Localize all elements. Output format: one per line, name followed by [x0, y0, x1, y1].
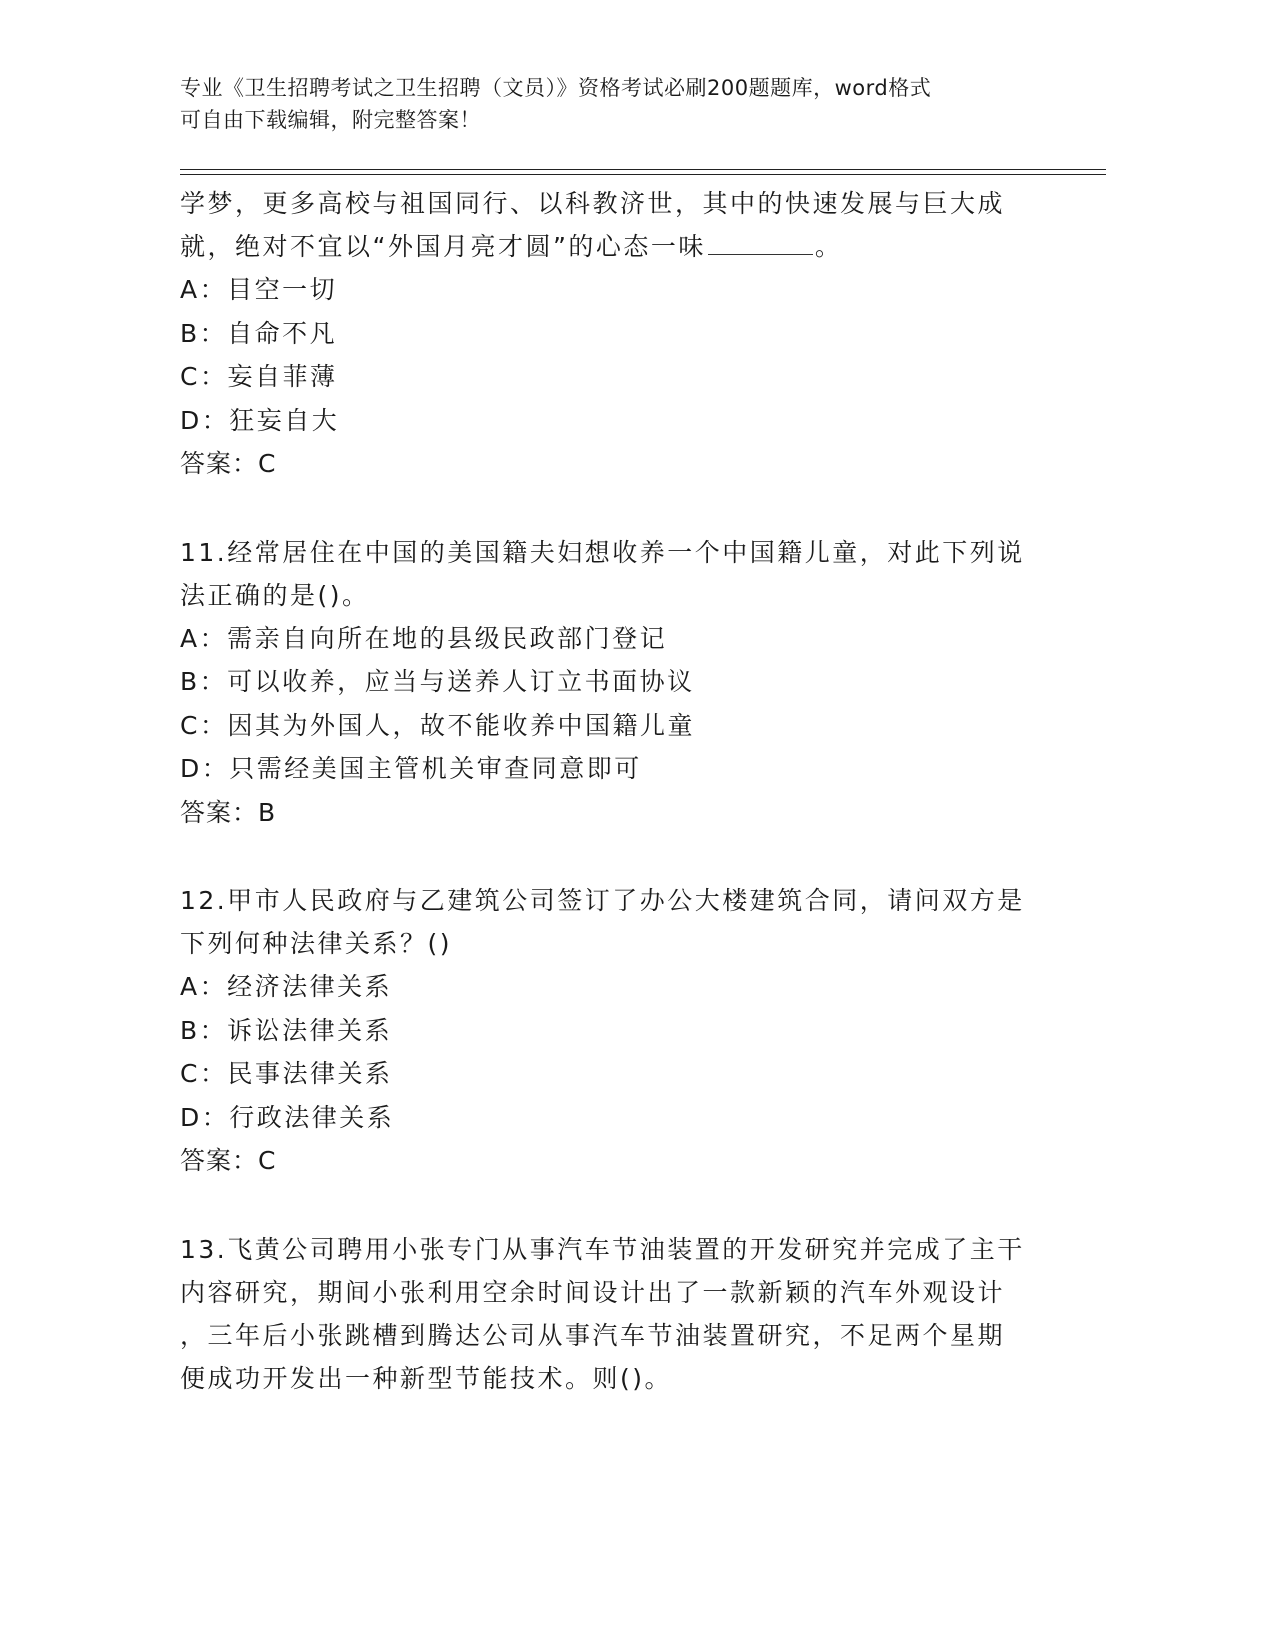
document-body [180, 182, 1040, 1400]
option-d: D：只需经美国主管机关审查同意即可 [180, 754, 642, 783]
question-stem-line: 便成功开发出一种新型节能技术。则()。 [180, 1363, 673, 1393]
question-stem-line [180, 225, 1040, 268]
question-stem-line: 法正确的是()。 [180, 580, 370, 610]
option-c: C：民事法律关系 [180, 1059, 393, 1088]
spacer [180, 486, 1040, 531]
spacer [180, 834, 1040, 879]
spacer [180, 1183, 1040, 1228]
answer: 答案：C [180, 449, 277, 478]
header-line-2: 可自由下载编辑，附完整答案！ [180, 108, 481, 132]
question-stem-line: 12.甲市人民政府与乙建筑公司签订了办公大楼建筑合同，请问双方是 [180, 886, 1025, 915]
question-11 [180, 531, 1040, 835]
question-stem-line: 下列何种法律关系？() [180, 929, 453, 958]
option-a: A：经济法律关系 [180, 972, 393, 1001]
option-c: C：妄自菲薄 [180, 362, 338, 391]
option-d: D：行政法律关系 [180, 1102, 395, 1132]
question-fragment [180, 182, 1040, 486]
fill-in-blank [708, 229, 813, 255]
question-stem-line: 11.经常居住在中国的美国籍夫妇想收养一个中国籍儿童，对此下列说 [180, 537, 1025, 567]
option-b: B：可以收养，应当与送养人订立书面协议 [180, 667, 695, 696]
option-a: A：需亲自向所在地的县级民政部门登记 [180, 623, 668, 653]
header-divider-top [180, 169, 1106, 170]
option-a: A：目空一切 [180, 275, 338, 304]
answer: 答案：B [180, 797, 277, 827]
option-b: B：自命不凡 [180, 318, 338, 348]
option-d: D：狂妄自大 [180, 405, 340, 435]
question-13 [180, 1228, 1040, 1400]
answer: 答案：C [180, 1146, 277, 1175]
question-stem-line: 内容研究，期间小张利用空余时间设计出了一款新颖的汽车外观设计 [180, 1277, 1006, 1307]
question-stem-line: ，三年后小张跳槽到腾达公司从事汽车节油装置研究，不足两个星期 [180, 1320, 1006, 1350]
stem-text: 就，绝对不宜以“外国月亮才圆”的心态一味 [180, 232, 706, 261]
option-b: B：诉讼法律关系 [180, 1015, 393, 1045]
question-stem-line: 13.飞黄公司聘用小张专门从事汽车节油装置的开发研究并完成了主干 [180, 1234, 1025, 1264]
stem-text: 。 [814, 232, 843, 261]
document-header [180, 72, 1080, 136]
question-12 [180, 879, 1040, 1183]
header-divider-bottom [180, 174, 1106, 175]
question-stem-line: 学梦，更多高校与祖国同行、以科教济世，其中的快速发展与巨大成 [180, 189, 1006, 218]
header-line-1: 专业《卫生招聘考试之卫生招聘（文员）》资格考试必刷200题题库，word格式 [180, 76, 932, 100]
option-c: C：因其为外国人，故不能收养中国籍儿童 [180, 710, 695, 740]
